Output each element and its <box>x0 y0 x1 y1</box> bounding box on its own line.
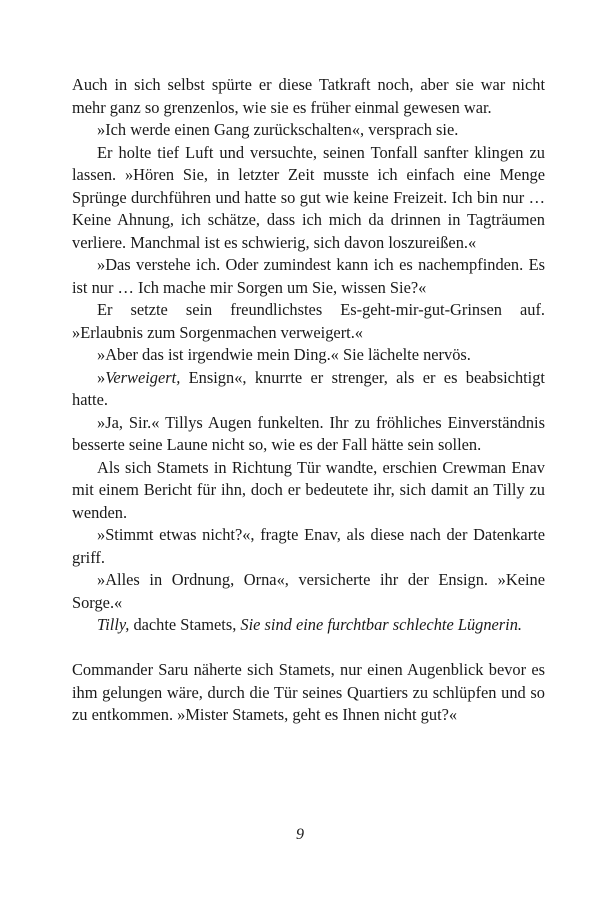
scene-break <box>72 637 545 660</box>
italic-text: Tilly, <box>97 615 130 634</box>
paragraph: Er setzte sein freundlichstes Es-geht-mir-gut-Grinsen auf. »Erlaubnis zum Sorgenmachen verweigert.« <box>72 300 545 342</box>
paragraph: »Stimmt etwas nicht?«, fragte Enav, als diese nach der Datenkarte griff. <box>72 525 545 567</box>
paragraph-text: dachte Stamets, <box>129 615 241 634</box>
paragraph: »Alles in Ordnung, Orna«, versicherte ihr der Ensign. »Keine Sorge.« <box>72 570 545 612</box>
paragraph: »Ja, Sir.« Tillys Augen funkelten. Ihr zu fröhliches Einverständnis besserte seine Laune nicht so, wie es der Fall hätte sein sollen. <box>72 412 545 454</box>
paragraph: »Aber das ist irgendwie mein Ding.« Sie lächelte nervös. <box>97 345 471 364</box>
paragraph: Auch in sich selbst spürte er diese Tatkraft noch, aber sie war nicht mehr ganz so grenzenlos, wie sie es früher einmal gewesen war. <box>72 75 545 117</box>
paragraph: »Das verstehe ich. Oder zumindest kann ich es nachempfinden. Es ist nur … Ich mache mir Sorgen um Sie, wissen Sie?« <box>72 255 545 297</box>
paragraph: Er holte tief Luft und versuchte, seinen Tonfall sanfter klingen zu lassen. »Hören Sie, in letzter Zeit musste ich einfach eine Menge Sprünge durchführen und hatte so gut wie keine Freizeit. Ich bin nur … Keine Ahnung, ich schätze, dass ich mich da drinnen in Tagträumen verliere. Manchmal ist es schwierig, sich davon loszureißen.« <box>72 142 545 252</box>
paragraph <box>72 614 545 637</box>
book-page-body <box>72 74 545 727</box>
italic-text: Sie sind eine furchtbar schlechte Lügnerin. <box>240 615 523 634</box>
paragraph: Commander Saru näherte sich Stamets, nur einen Augenblick bevor es ihm gelungen wäre, durch die Tür seines Quartiers zu schlüpfen und so zu entkommen. »Mister Stamets, geht es Ihnen nicht gut?« <box>72 660 545 724</box>
paragraph-text: Ensign«, knurrte er strenger, als er es beabsichtigt hatte. <box>72 367 545 409</box>
paragraph: Als sich Stamets in Richtung Tür wandte, erschien Crewman Enav mit einem Bericht für ihn, doch er bedeutete ihr, sich damit an Tilly zu wenden. <box>72 457 545 522</box>
paragraph-text: » <box>97 367 106 387</box>
paragraph: »Ich werde einen Gang zurückschalten«, versprach sie. <box>97 120 459 139</box>
italic-text: Verweigert, <box>105 367 181 387</box>
paragraph <box>72 367 545 412</box>
page-number: 9 <box>296 826 304 843</box>
